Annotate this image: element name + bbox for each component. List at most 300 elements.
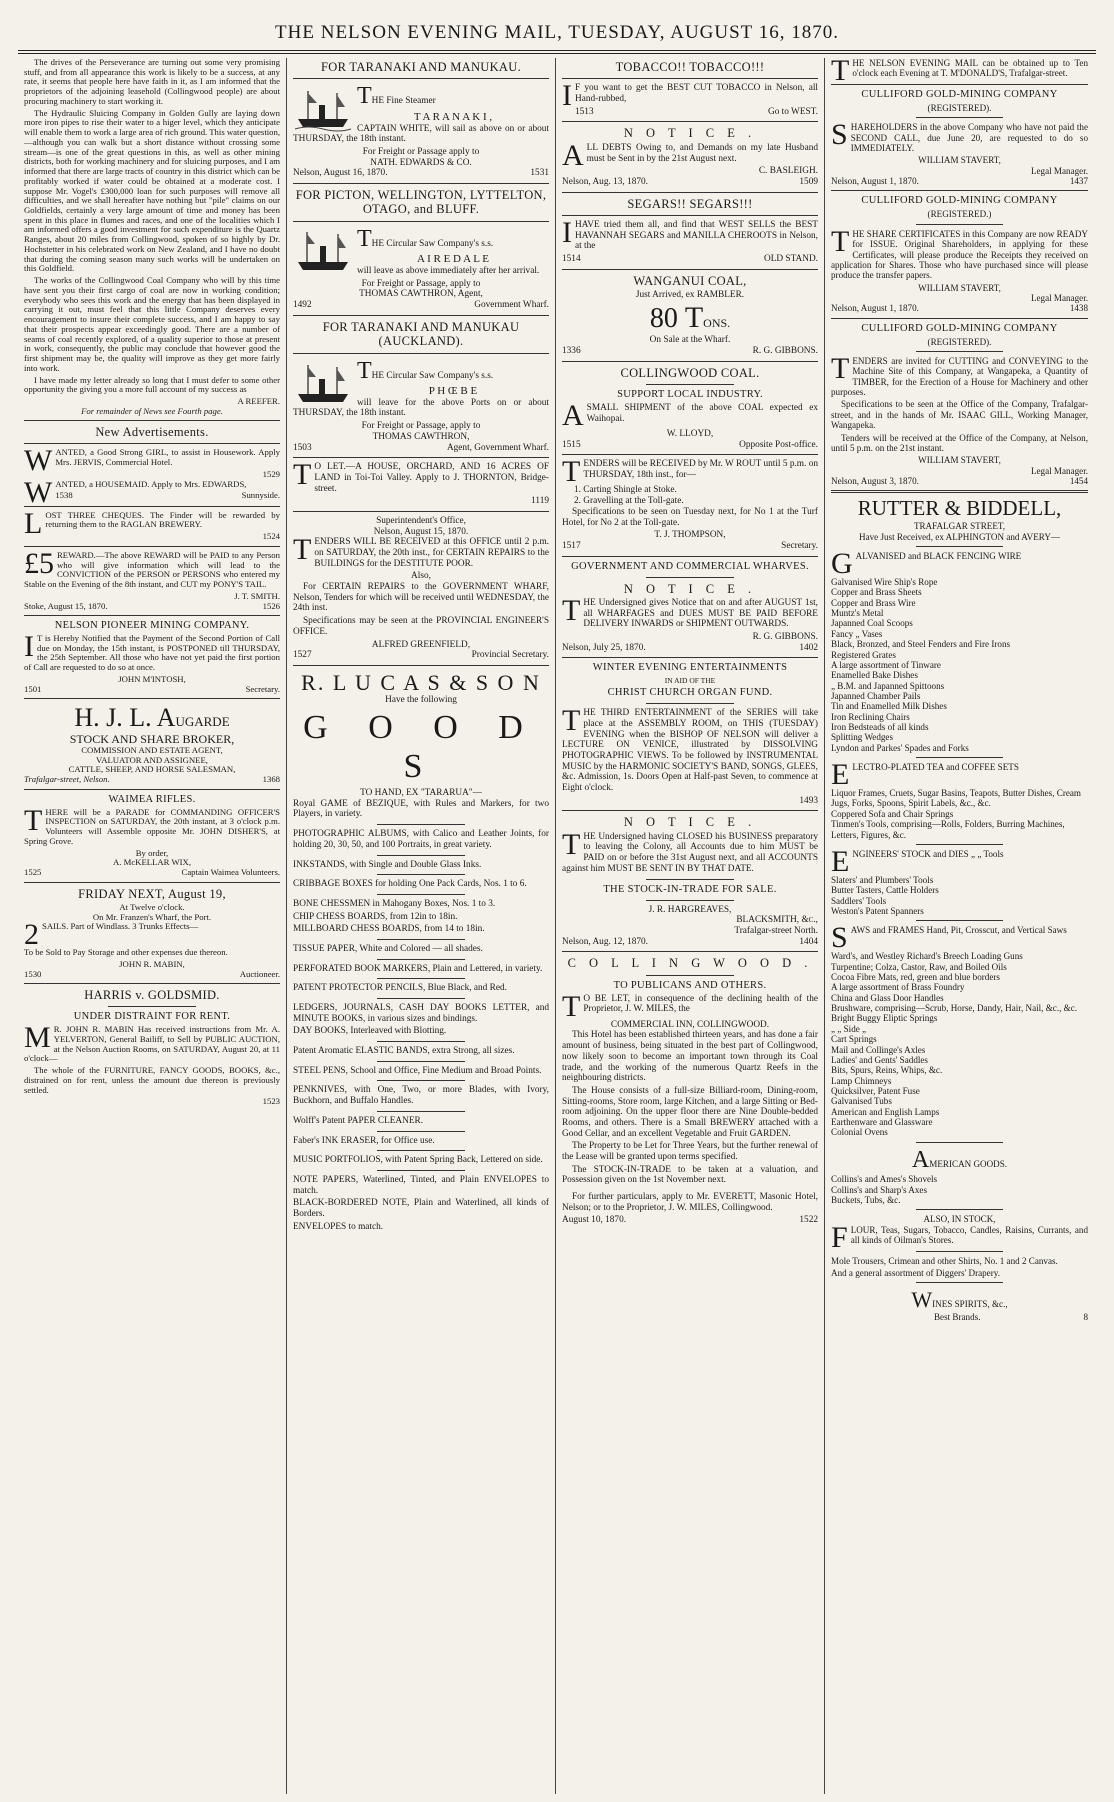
wharves-heading: GOVERNMENT AND COMMERCIAL WHARVES. — [571, 560, 809, 572]
list-item: Galvanised Tubs — [831, 1096, 892, 1107]
ad-date: Stoke, August 15, 1870. — [24, 600, 108, 611]
lucas-have: Have the following — [385, 695, 457, 706]
rutter-also: ALSO, IN STOCK, — [923, 1214, 996, 1225]
list-item: Galvanised Wire Ship's Rope — [831, 576, 938, 587]
rutter-street: TRAFALGAR STREET, — [913, 521, 1006, 532]
divider — [293, 457, 549, 458]
ad-date: Nelson, August 16, 1870. — [293, 168, 388, 179]
divider — [916, 117, 1003, 118]
hjl-line: CATTLE, SHEEP, AND HORSE SALESMAN, — [68, 764, 236, 775]
ad-number: 1515 — [562, 439, 581, 450]
ad-date: Nelson, August 3, 1870. — [831, 475, 919, 486]
divider — [562, 361, 818, 362]
list-item: Tinmen's Tools, comprising—Rolls, Folders, Burring Machines, Letters, Figures, &c. — [831, 819, 1065, 840]
column-4 — [825, 58, 1094, 1794]
stock-location: Trafalgar-street North. — [734, 925, 818, 936]
collingwood-sub: TO PUBLICANS AND OTHERS. — [613, 979, 767, 991]
divider — [377, 1170, 464, 1171]
ad-role: Legal Manager. — [1030, 465, 1088, 476]
rutter-mole: Mole Trousers, Crimean and other Shirts, No. 1 and 2 Canvas. — [831, 1255, 1058, 1266]
dropcap: S — [831, 118, 848, 152]
ad-number: 1517 — [562, 540, 581, 551]
agent-name: THOMAS CAWTHRON, — [372, 431, 470, 442]
list-item: Earthenware and Glassware — [831, 1117, 933, 1128]
ad-number: 1513 — [575, 106, 594, 117]
ad-text: ANTED, a Good Strong GIRL, to assist in Housework. Apply Mrs. JERVIS, Commercial Hotel. — [55, 447, 280, 468]
friday-heading: FRIDAY NEXT, August 19, — [78, 886, 226, 901]
divider — [24, 420, 280, 421]
divider — [24, 506, 280, 507]
ad-text: LL DEBTS Owing to, and Demands on my late Husband must be Sent in by the 21st August next. — [586, 142, 818, 164]
divider — [562, 78, 818, 79]
page-columns — [18, 58, 1096, 1794]
ad-location: Sunnyside. — [241, 490, 280, 501]
ad-evening-mail — [831, 58, 1088, 87]
divider — [916, 920, 1003, 921]
list-item: Ward's, and Westley Richard's Breech Loading Guns — [831, 951, 1023, 962]
list-item: Lamp Chimneys — [831, 1075, 892, 1086]
hjl-line: VALUATOR AND ASSIGNEE, — [96, 754, 208, 765]
divider — [24, 789, 280, 790]
ship-name: T A R A N A K I , — [413, 110, 493, 123]
dropcap: T — [357, 83, 372, 110]
dropcap: A — [562, 399, 584, 433]
lucas-items — [293, 799, 549, 1233]
list-item: Bright Buggy Eliptic Springs — [831, 1013, 938, 1024]
winter-aid: IN AID OF THE — [664, 675, 716, 685]
list-item: Cart Springs — [831, 1034, 877, 1045]
dropcap: £5 — [24, 546, 54, 580]
ad-signature: WILLIAM STAVERT, — [918, 282, 1001, 293]
dropcap: T — [684, 300, 704, 334]
list-item: Buckets, Tubs, &c. — [831, 1194, 901, 1205]
ad-text: HE NELSON EVENING MAIL can be obtained up to Ten o'clock each Evening at T. M'DONALD'S, Trafalgar-street. — [852, 58, 1088, 79]
tender-item: 1. Carting Shingle at Stoke. — [574, 485, 677, 496]
divider — [916, 1251, 1003, 1252]
ad-text: For CERTAIN REPAIRS to the GOVERNMENT WHARF, Nelson, Tenders for which will be received until WEDNESDAY, the 24th inst. — [293, 582, 549, 614]
coal-sale: On Sale at the Wharf. — [649, 335, 731, 346]
list-item: Wolff's Patent PAPER CLEANER. — [293, 1115, 424, 1126]
dropcap: T — [562, 594, 581, 627]
freight-line: For Freight or Passage, apply to — [361, 278, 481, 289]
list-item: Collins's and Sharp's Axes — [831, 1184, 927, 1195]
ad-signature: ALFRED GREENFIELD, — [371, 639, 471, 650]
dropcap: I — [562, 215, 572, 249]
ad-role: Provincial Secretary. — [471, 650, 549, 661]
pioneer-heading: NELSON PIONEER MINING COMPANY. — [54, 620, 250, 632]
divider — [646, 703, 733, 704]
ad-date: Nelson, Aug. 13, 1870. — [562, 176, 648, 187]
collingwood-coal-heading: COLLINGWOOD COAL. — [620, 365, 760, 380]
divider — [562, 454, 818, 455]
ad-text: REWARD.—The above REWARD will be PAID to any Person who will give information which will lead to the CONVICTION of the PERSON or PERSONS who entered my Stable on the Evening of the 8th instant, and CUT my PONY'S TAIL. — [24, 549, 280, 590]
ad-text: HE THIRD ENTERTAINMENT of the SERIES will take place at the ASSEMBLY ROOM, on THIS (TUESDAY) EVENING when the BISHOP OF NELSON will deliver a LECTURE ON VENICE, illustrated by DISSOLVING PHOTOGRAPHIC VIEWS. To be followed by INSTRUMENTAL MUSIC by the HARMONIC SOCIETY'S BAND, SONGS, GLEES, &c. Admission, 1s. Doors Open at Half-past Seven, to commence at Eight o'clock. — [562, 708, 818, 793]
divider — [562, 215, 818, 216]
divider — [562, 192, 818, 193]
list-item: Brushware, comprising—Scrub, Horse, Dandy, Hair, Nail, &c., &c. — [831, 1003, 1078, 1014]
divider — [377, 939, 464, 940]
rutter-brands: Best Brands. — [933, 1312, 981, 1323]
divider — [377, 1061, 464, 1062]
ad-number: 1523 — [262, 1096, 280, 1107]
friday-items — [24, 918, 280, 952]
lucas-heading: R. L U C A S & S O N — [301, 669, 541, 695]
dropcap: A — [911, 1146, 930, 1173]
steamship-icon — [293, 360, 353, 408]
dropcap: T — [562, 989, 581, 1023]
ad-number: 1524 — [262, 531, 280, 542]
harris-heading: HARRIS v. GOLDSMID. — [84, 988, 220, 1003]
divider — [646, 975, 733, 976]
rutter-list-general — [831, 951, 1088, 1137]
ad-text: ANTED, a HOUSEMAID. Apply to Mrs. EDWARDS, — [55, 478, 247, 489]
divider — [562, 269, 818, 270]
dropcap: T — [562, 704, 581, 738]
letter-paragraph: The drives of the Perseverance are turning out some very promising stuff, and from all appearance this work is likely to be a success, at any rate, it seems that people here have faith in it, as I am informed that the proprietors of the adjoining leasehold (Collingwood people) are about procuring machinery to start working it. — [24, 58, 280, 106]
divider — [916, 1282, 1003, 1283]
divider — [916, 351, 1003, 352]
stock-heading: THE STOCK-IN-TRADE FOR SALE. — [603, 883, 777, 895]
divider — [24, 443, 280, 444]
divider — [562, 951, 818, 952]
divider — [831, 84, 1088, 85]
list-item: Royal GAME of BEZIQUE, with Rules and Markers, for two Players, in variety. — [293, 798, 549, 820]
dropcap: 2 — [24, 918, 39, 952]
list-item: Quicksilver, Patent Fuse — [831, 1086, 920, 1096]
ad-tobacco — [562, 79, 818, 117]
ad-signature: R. G. GIBBONS. — [752, 345, 818, 356]
ad-segars — [562, 215, 818, 265]
dropcap: E — [831, 758, 850, 792]
ad-mabin — [24, 1021, 280, 1107]
ad-wanted-girl — [24, 444, 280, 479]
ad-wharfage-notice — [562, 594, 818, 653]
divider — [562, 556, 818, 557]
ad-airedale — [293, 226, 549, 311]
ad-signature: A. McKELLAR WIX, — [112, 857, 191, 868]
divider — [377, 978, 464, 979]
ad-number: 1538 — [55, 490, 73, 501]
dropcap: T — [293, 458, 312, 492]
divider — [293, 665, 549, 666]
divider — [24, 983, 280, 984]
collingwood-coal-sub: SUPPORT LOCAL INDUSTRY. — [617, 389, 763, 400]
rutter-saws — [831, 921, 1088, 955]
rutter-subhead: NGINEERS' STOCK and DIES „ „ Tools — [852, 848, 1004, 859]
list-item: BONE CHESSMEN in Mahogany Boxes, Nos. 1 to 3. — [293, 898, 496, 909]
divider — [293, 353, 549, 354]
divider — [562, 810, 818, 811]
ad-number: 1402 — [799, 642, 818, 653]
divider — [377, 894, 464, 895]
divider — [293, 221, 549, 222]
winter-heading: WINTER EVENING ENTERTAINMENTS — [592, 662, 788, 674]
rutter-list-tools — [831, 875, 1088, 916]
ad-housemaid — [24, 475, 280, 509]
rutter-american — [831, 1147, 1088, 1174]
ad-text: SMALL SHIPMENT of the above COAL expected ex Waihopai. — [586, 403, 818, 424]
ad-pioneer — [24, 630, 280, 694]
dropcap: A — [562, 138, 584, 172]
dropcap: T — [293, 533, 312, 567]
freight-line: For Freight or Passage apply to — [362, 146, 480, 157]
ad-phoebe — [293, 358, 549, 454]
ad-text: ENDERS will be RECEIVED by Mr. W ROUT until 5 p.m. on THURSDAY, 18th inst., for— — [583, 459, 818, 481]
ad-signature: WILLIAM STAVERT, — [918, 155, 1001, 166]
dropcap: T — [357, 357, 372, 384]
list-item: China and Glass Door Handles — [831, 992, 944, 1003]
rutter-wines — [831, 1287, 1088, 1312]
dropcap: T — [357, 225, 372, 252]
dropcap: T — [831, 352, 850, 386]
list-item: Ladies' and Gents' Saddles — [831, 1054, 928, 1065]
ad-tenders-rout — [562, 455, 818, 551]
divider — [377, 1080, 464, 1081]
ad-number: 1336 — [562, 345, 581, 356]
masthead-title: THE NELSON EVENING MAIL, TUESDAY, AUGUST 16, 1870. — [275, 22, 839, 43]
ad-signature: WILLIAM STAVERT, — [918, 455, 1001, 466]
ad-text: HERE will be a PARADE for COMMANDING OFFICER'S INSPECTION on SATURDAY, the 20th instant, at 3 o'clock p.m. Volunteers will Assemble opposite Mr. JOHN DISHER'S, at Spring Grove. — [24, 806, 280, 846]
divider — [916, 757, 1003, 758]
notice-heading: N O T I C E . — [623, 581, 757, 596]
divider — [24, 546, 280, 547]
ad-text: T is Hereby Notified that the Payment of the Second Portion of Call due on Monday, the 15th instant, is POSTPONED till THURSDAY, the 25th September. All those who have not yet paid the first portion of Call are requested to do so at once. — [24, 633, 280, 673]
hjl-name: H. J. L. A — [74, 703, 176, 733]
rutter-list-american — [831, 1174, 1088, 1205]
ad-text: The STOCK-IN-TRADE to be taken at a valuation, and Possession given on the 1st November next. — [562, 1164, 818, 1186]
list-item: CRIBBAGE BOXES for holding One Pack Cards, Nos. 1 to 6. — [293, 879, 527, 890]
ad-date: Nelson, August 1, 1870. — [831, 303, 919, 314]
masthead-rule-lower — [18, 53, 1096, 54]
ad-signature: W. LLOYD, — [666, 429, 714, 440]
list-item: Faber's INK ERASER, for Office use. — [293, 1135, 435, 1146]
ad-number: 1525 — [24, 867, 42, 878]
list-item: „ „ Side „ — [831, 1023, 867, 1034]
friday-items-text: SAILS. Part of Windlass. 3 Trunks Effects— — [42, 921, 199, 932]
divider — [831, 318, 1088, 319]
ad-tenders — [293, 533, 549, 661]
ad-lost-cheques — [24, 506, 280, 542]
divider — [293, 315, 549, 316]
ad-text: Tenders will be received at the Office of the Company, at Nelson, until 5 p.m. on the 21st instant. — [831, 432, 1088, 453]
picton-heading: FOR PICTON, WELLINGTON, LYTTELTON, OTAGO, and BLUFF. — [295, 188, 547, 217]
ad-text: For further particulars, apply to Mr. EVERETT, Masonic Hotel, Nelson; or to the Proprietor, J. W. MILES, Collingwood. — [562, 1192, 818, 1213]
divider — [377, 824, 464, 825]
wanganui-sub: Just Arrived, ex RAMBLER. — [635, 290, 745, 301]
notice-heading: N O T I C E . — [623, 815, 757, 830]
ad-text: will leave for the above Ports on or about THURSDAY, the 18th instant. — [293, 397, 549, 419]
ad-text: HAVE tried them all, and find that WEST SELLS the BEST HAVANNAH SEGARS and MANILLA CHEROOTS in Nelson, at the — [575, 219, 818, 252]
culliford-heading: CULLIFORD GOLD-MINING COMPANY — [861, 195, 1058, 207]
coal-tons: ONS. — [703, 315, 731, 330]
rutter-list-hardware — [831, 577, 1088, 753]
ad-text: OST THREE CHEQUES. The Finder will be rewarded by returning them to the RAGLAN BREWERY. — [45, 509, 280, 530]
rutter-subhead: ALVANISED and BLACK FENCING WIRE — [855, 550, 1022, 561]
ad-location: Opposite Post-office. — [739, 439, 818, 450]
agent-location: Agent, Government Wharf. — [446, 442, 549, 453]
list-item: Saddlers' Tools — [831, 895, 887, 906]
dropcap: I — [24, 630, 34, 663]
ad-text: CAPTAIN WHITE, will sail as above on or about THURSDAY, the 18th instant. — [293, 123, 549, 145]
list-item: Iron Bedsteads of all kinds — [831, 722, 929, 733]
divider — [916, 844, 1003, 845]
divider — [377, 1150, 464, 1151]
divider — [646, 900, 733, 901]
ad-number: 1526 — [262, 600, 280, 611]
winter-fund: CHRIST CHURCH ORGAN FUND. — [607, 687, 773, 699]
list-item: Bits, Spurs, Reins, Whips, &c. — [831, 1065, 943, 1076]
ad-date: August 10, 1870. — [562, 1215, 627, 1226]
culliford-heading: CULLIFORD GOLD-MINING COMPANY — [861, 322, 1058, 334]
taranaki-heading: FOR TARANAKI AND MANUKAU. — [320, 60, 522, 74]
tenders-also: Also, — [411, 571, 431, 582]
list-item: „ B.M. and Japanned Spittoons — [831, 680, 945, 691]
ad-text: R. JOHN R. MABIN Has received instructions from Mr. A. YELVERTON, General Bailiff, to Sell by PUBLIC AUCTION, at the Nelson Auction Rooms, on SATURDAY, August 20, at 11 o'clock— — [24, 1024, 280, 1064]
dropcap: W — [911, 1287, 933, 1313]
dropcap: I — [562, 79, 572, 113]
ad-date: Nelson, July 25, 1870. — [562, 642, 646, 653]
dropcap: S — [831, 921, 848, 955]
dropcap: W — [24, 475, 53, 509]
coal-quantity: 80 — [649, 302, 678, 334]
ad-location: OLD STAND. — [763, 254, 818, 264]
letter-paragraph: The works of the Collingwood Coal Company who will by this time have sent you their first cargo of coal are now in working condition; everybody who sees this work and the energy that has been displayed in carrying it out, must feel that this little Company deserves every encouragement to insure their complete success, and I am happy to say that their prospects appear exceedingly good. There are a number of seams of coal recently explored, of a quality superior to those at present in work, consequently, the public may conclude that however good the first shipment may be, the quality will improve as they get more fairly into work. — [24, 275, 280, 373]
rutter-subhead: LECTRO-PLATED TEA and COFFEE SETS — [852, 762, 1019, 773]
ad-signature: JOHN M'INTOSH, — [118, 673, 186, 684]
list-item: Registered Grates — [831, 649, 896, 660]
rutter-received: Have Just Received, ex ALPHINGTON and AVERY— — [859, 531, 1060, 542]
waimea-heading: WAIMEA RIFLES. — [108, 793, 196, 805]
list-item: Patent Aromatic ELASTIC BANDS, extra Strong, all sizes. — [293, 1046, 515, 1057]
friday-sold: To be Sold to Pay Storage and other expenses due thereon. — [24, 947, 228, 958]
ship-intro: HE Fine Steamer — [371, 96, 436, 107]
ad-text: HE Undersigned having CLOSED his BUSINESS preparatory to leaving the Colony, all Accounts due to him MUST be PAID on or before the 31st August next, and all ACCOUNTS against him MUST BE SENT IN BY THAT DATE. — [562, 831, 818, 874]
ad-text: This Hotel has been established thirteen years, and has done a fair amount of business, being situated in the best part of Collingwood, now likely soon to become an important town through its Coal trade, and the working of the numerous Quartz Reefs in the neighbouring districts. — [562, 1030, 818, 1084]
ad-role: Secretary. — [245, 683, 280, 694]
lucas-goods: G O O D S — [303, 708, 539, 785]
letter-signature: A REEFER. — [237, 395, 280, 406]
hjl-line: STOCK AND SHARE BROKER, — [69, 731, 235, 746]
culliford-registered: (REGISTERED.) — [927, 209, 992, 220]
list-item: American and English Lamps — [831, 1106, 940, 1117]
divider — [293, 511, 549, 512]
list-item: Weston's Patent Spanners — [831, 905, 924, 916]
rutter-galvanised — [831, 546, 1088, 580]
culliford-heading: CULLIFORD GOLD-MINING COMPANY — [861, 89, 1058, 100]
ad-role: Legal Manager. — [1030, 292, 1088, 303]
list-item: Mail and Collinge's Axles — [831, 1044, 926, 1055]
rutter-list-plate — [831, 788, 1088, 840]
ad-text: O BE LET, in consequence of the declining health of the Proprietor, J. W. MILES, the — [583, 993, 818, 1015]
list-item: LEDGERS, JOURNALS, CASH DAY BOOKS LETTER, and MINUTE BOOKS, in various sizes and bindings. — [293, 1003, 549, 1024]
list-item: Lyndon and Parkes' Spades and Forks — [831, 742, 969, 753]
ad-number: 1529 — [262, 468, 280, 479]
hjl-name-rest: UGARDE — [175, 714, 230, 730]
column-3 — [556, 58, 825, 1794]
dropcap: T — [24, 803, 43, 837]
ship-intro: HE Circular Saw Company's s.s. — [371, 370, 494, 381]
ad-hjl-augarde — [24, 703, 280, 784]
ad-text: HE Undersigned gives Notice that on and after AUGUST 1st, all WHARFAGES and DUES MUST BE PAID BEFORE DELIVERY INWARDS or SHIPMENT OUTWARDS. — [583, 598, 818, 630]
ad-number: 1503 — [293, 442, 312, 453]
ad-number: 1509 — [799, 176, 818, 187]
dropcap: W — [24, 444, 53, 478]
rutter-flour — [831, 1220, 1088, 1254]
divider — [831, 190, 1088, 191]
divider — [293, 78, 549, 79]
list-item: Japanned Coal Scoops — [831, 618, 913, 629]
list-item: Fancy „ Vases — [831, 628, 883, 639]
ad-role: Secretary. — [781, 540, 818, 551]
ad-text: ENDERS are invited for CUTTING and CONVEYING to the Machine Site of this Company, at Wangapeka, a Quantity of TIMBER, for the Erection of a House for Machinery and other purposes. — [831, 356, 1088, 398]
ad-number: 1514 — [562, 254, 581, 264]
segars-heading: SEGARS!! SEGARS!!! — [627, 196, 753, 211]
divider — [562, 657, 818, 658]
dropcap: G — [831, 546, 853, 580]
list-item: INKSTANDS, with Single and Double Glass Inks. — [293, 859, 482, 870]
ad-role: Legal Manager. — [1030, 165, 1088, 176]
letter-paragraph: I have made my letter already so long that I must defer to some other opportunity the giving you a more full account of my success as — [24, 374, 280, 395]
ad-text: O LET.—A HOUSE, ORCHARD, AND 16 ACRES OF LAND in Toi-Toi Valley. Apply to J. THORNTON, Bridge-street. — [314, 462, 549, 494]
divider — [24, 615, 280, 616]
ad-number: 8 — [1083, 1312, 1088, 1323]
list-item: MILLBOARD CHESS BOARDS, from 14 to 18in. — [293, 924, 485, 935]
rutter-electro — [831, 758, 1088, 792]
list-item: Splitting Wedges — [831, 732, 893, 743]
rutter-digger: And a general assortment of Diggers' Drapery. — [831, 1267, 1000, 1278]
list-item: Enamelled Bake Dishes — [831, 670, 918, 681]
ad-text: The Property to be Let for Three Years, but the further renewal of the Lease will be granted upon terms specified. — [562, 1141, 818, 1162]
ad-taranaki — [293, 83, 549, 179]
inn-name: COMMERCIAL INN, COLLINGWOOD. — [610, 1019, 770, 1030]
ad-signature: JOHN R. MABIN, — [119, 958, 185, 969]
rutter-engineers — [831, 844, 1088, 878]
divider — [916, 224, 1003, 225]
ad-number: 1531 — [530, 168, 549, 179]
culliford-registered: (REGISTERED). — [927, 102, 992, 113]
hjl-line: COMMISSION AND ESTATE AGENT, — [81, 744, 223, 755]
ad-date: Nelson, August 1, 1870. — [831, 176, 919, 187]
dropcap: T — [831, 224, 850, 258]
divider — [293, 183, 549, 184]
ship-name: A I R E D A L E — [416, 253, 489, 266]
list-item: Iron Reclining Chairs — [831, 711, 910, 722]
divider — [24, 882, 280, 883]
list-item: Collins's and Ames's Shovels — [831, 1174, 938, 1185]
agent-name: THOMAS CAWTHRON, Agent, — [359, 289, 483, 300]
ad-number: 1530 — [24, 968, 42, 979]
ship-intro: HE Circular Saw Company's s.s. — [371, 238, 494, 249]
rutter-subhead: MERICAN GOODS. — [929, 1158, 1008, 1169]
ad-number: 1119 — [531, 496, 549, 507]
ad-order: By order, — [135, 847, 169, 858]
masthead-rule — [18, 50, 1096, 51]
ad-text: Specifications to be seen on Tuesday next, for No 1 at the Turf Hotel, for No 2 at the Toll-gate. — [562, 506, 818, 528]
steamship-icon — [293, 85, 353, 133]
dropcap: E — [831, 844, 850, 878]
list-item: CHIP CHESS BOARDS, from 12in to 18in. — [293, 911, 458, 922]
agent-location: Government Wharf. — [474, 300, 549, 311]
ad-signature: T. J. THOMPSON, — [654, 530, 726, 541]
ad-waimea — [24, 803, 280, 878]
list-item: BLACK-BORDERED NOTE, Plain and Waterlined, all kinds of Borders. — [293, 1198, 549, 1219]
ad-text: HAREHOLDERS in the above Company who have not paid the SECOND CALL, due June 20, are requested to do so IMMEDIATELY. — [850, 122, 1088, 154]
dropcap: F — [831, 1220, 848, 1254]
list-item: Coppered Sofa and Chair Springs — [831, 808, 954, 819]
notice-heading: N O T I C E . — [623, 126, 757, 141]
taranaki-auckland-heading: FOR TARANAKI AND MANUKAU (AUCKLAND). — [322, 319, 520, 349]
list-item: Tin and Enamelled Milk Dishes — [831, 701, 947, 712]
